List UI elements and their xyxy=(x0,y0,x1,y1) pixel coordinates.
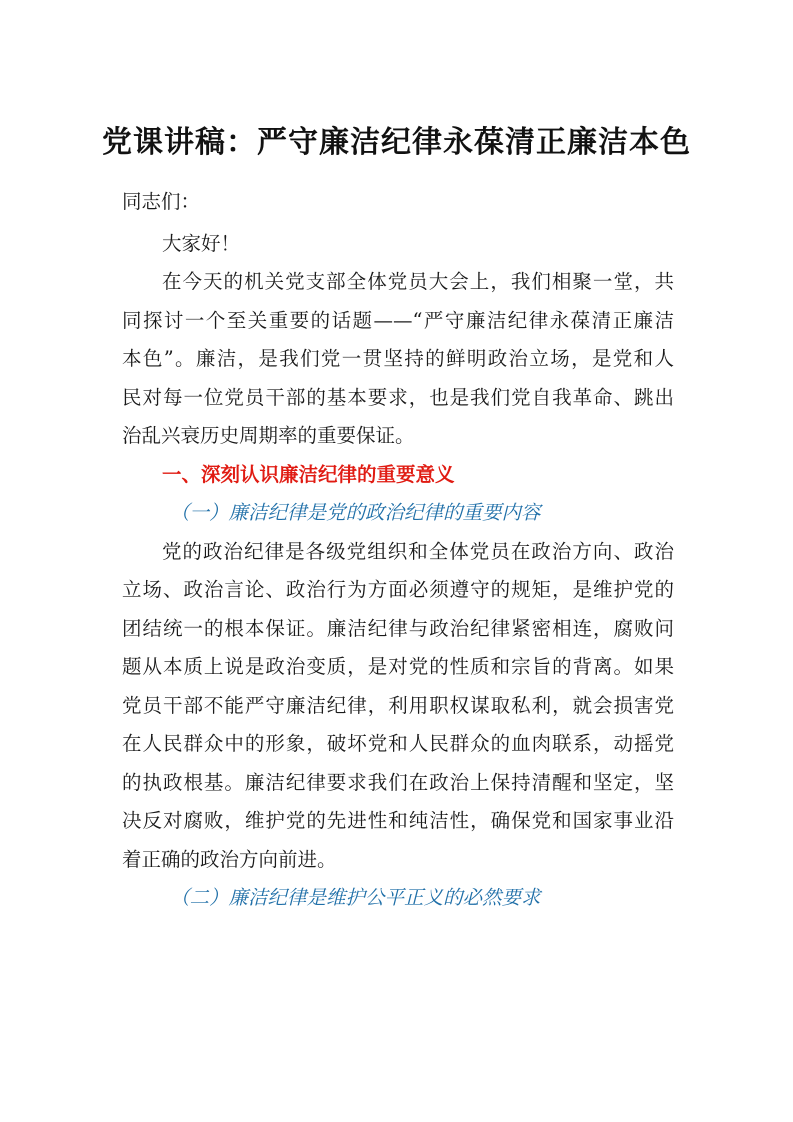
intro-paragraph xyxy=(122,263,674,456)
paragraph-line: 立场、政治言论、政治行为方面必须遵守的规矩，是维护党的 xyxy=(122,578,674,601)
paragraph-line: 在人民群众中的形象，破坏党和人民群众的血肉联系，动摇党 xyxy=(122,732,674,755)
paragraph-line: 本色”。廉洁，是我们党一贯坚持的鲜明政治立场，是党和人 xyxy=(122,347,674,370)
subsection-heading: （二）廉洁纪律是维护公平正义的必然要求 xyxy=(170,886,541,909)
document-body xyxy=(122,183,674,918)
page-title: 党课讲稿：严守廉洁纪律永葆清正廉洁本色 xyxy=(102,125,691,160)
paragraph-line: 决反对腐败，维护党的先进性和纯洁性，确保党和国家事业沿 xyxy=(122,809,674,832)
paragraph-line: 治乱兴衰历史周期率的重要保证。 xyxy=(122,424,415,447)
section-heading: 一、深刻认识廉洁纪律的重要意义 xyxy=(162,462,455,486)
paragraph-line: 着正确的政治方向前进。 xyxy=(122,847,337,871)
paragraph-line: 团结统一的根本保证。廉洁纪律与政治纪律紧密相连，腐败问 xyxy=(122,616,674,640)
greeting: 大家好！ xyxy=(162,231,241,255)
subsection-paragraph xyxy=(122,533,674,880)
paragraph-line: 同探讨一个至关重要的话题——“严守廉洁纪律永葆清正廉洁 xyxy=(122,308,674,332)
paragraph-line: 民对每一位党员干部的基本要求，也是我们党自我革命、跳出 xyxy=(122,385,674,409)
paragraph-line: 题从本质上说是政治变质，是对党的性质和宗旨的背离。如果 xyxy=(122,655,674,678)
paragraph-line: 的执政根基。廉洁纪律要求我们在政治上保持清醒和坚定，坚 xyxy=(122,770,674,794)
paragraph-line: 党的政治纪律是各级党组织和全体党员在政治方向、政治 xyxy=(162,539,674,563)
paragraph-line: 在今天的机关党支部全体党员大会上，我们相聚一堂，共 xyxy=(162,270,674,293)
subsection-heading: （一）廉洁纪律是党的政治纪律的重要内容 xyxy=(170,501,541,524)
paragraph-line: 党员干部不能严守廉洁纪律，利用职权谋取私利，就会损害党 xyxy=(122,693,674,717)
salutation: 同志们： xyxy=(122,190,201,213)
